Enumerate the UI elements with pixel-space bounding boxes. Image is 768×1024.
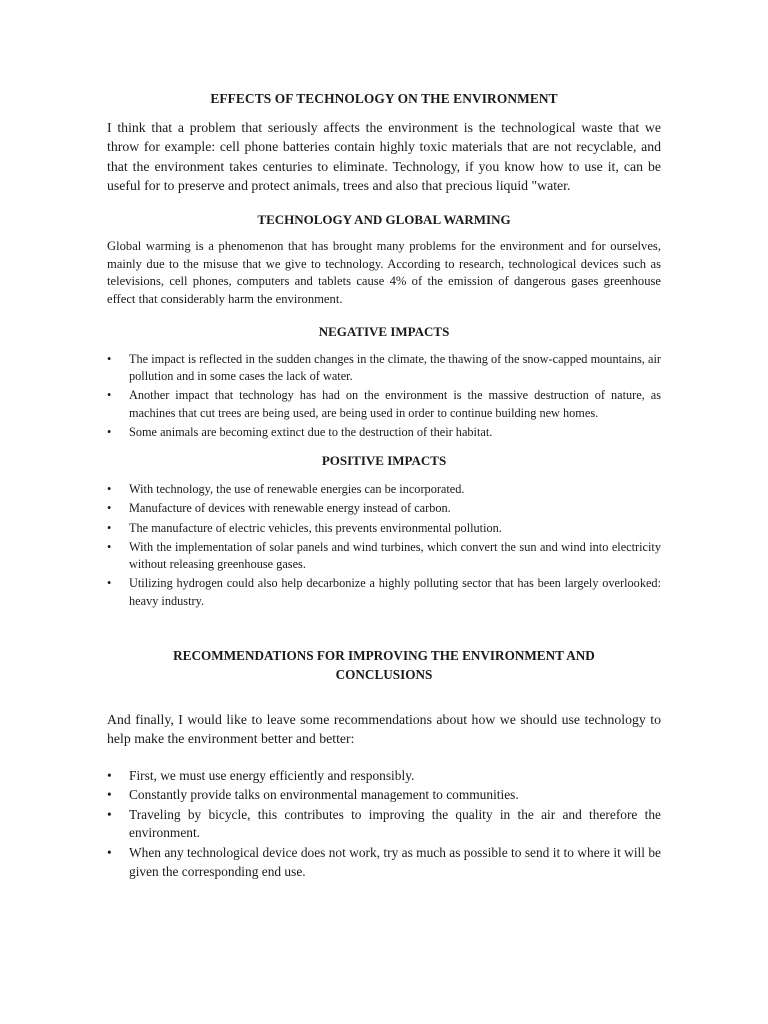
list-item [107, 387, 661, 422]
positive-impacts-heading: POSITIVE IMPACTS [321, 453, 447, 469]
document-page [107, 90, 661, 882]
document-title: EFFECTS OF TECHNOLOGY ON THE ENVIRONMENT [210, 91, 558, 106]
bullet-icon: • [107, 388, 112, 403]
list-item [107, 575, 661, 610]
list-item-text: Another impact that technology has had on the environment is the massive destruction of nature, as machines that cut trees are being used, are being used in order to continue building new homes. [129, 388, 661, 420]
list-item-text: With technology, the use of renewable energies can be incorporated. [129, 482, 465, 497]
negative-impacts-heading: NEGATIVE IMPACTS [318, 323, 450, 339]
list-item-text: First, we must use energy efficiently and responsibly. [129, 767, 415, 783]
bullet-icon: • [107, 482, 112, 497]
bullet-icon: • [107, 520, 112, 535]
list-item-text: Utilizing hydrogen could also help decarbonize a highly polluting sector that has been largely overlooked: heavy industry. [129, 576, 661, 608]
recommendations-list [107, 767, 661, 882]
bullet-icon: • [107, 501, 112, 516]
negative-impacts-list [107, 351, 661, 442]
list-item-text: Some animals are becoming extinct due to the destruction of their habitat. [129, 424, 493, 439]
list-item [107, 539, 661, 574]
recommendations-heading: RECOMMENDATIONS FOR IMPROVING THE ENVIRONMENT AND CONCLUSIONS [173, 648, 595, 682]
bullet-icon: • [107, 787, 112, 803]
list-item [107, 481, 661, 498]
bullet-icon: • [107, 806, 112, 822]
list-item-text: The impact is reflected in the sudden changes in the climate, the thawing of the snow-capped mountains, air pollution and in some cases the lack of water. [129, 351, 661, 383]
global-warming-heading: TECHNOLOGY AND GLOBAL WARMING [257, 212, 511, 228]
list-item [107, 351, 661, 386]
bullet-icon: • [107, 539, 112, 554]
list-item [107, 520, 661, 537]
list-item [107, 844, 661, 881]
bullet-icon: • [107, 576, 112, 591]
positive-impacts-list [107, 481, 661, 610]
list-item [107, 424, 661, 441]
bullet-icon: • [107, 845, 112, 860]
intro-paragraph: I think that a problem that seriously affects the environment is the technological waste that we throw for example: cell phone batteries contain highly toxic materials that are not recyclable, and that the environment takes centuries to eliminate. Technology, if you know how to use it, can be useful for to preserve and protect animals, trees and also that precious liquid "water. [107, 120, 661, 193]
bullet-icon: • [107, 767, 112, 783]
list-item-text: Constantly provide talks on environmental management to communities. [129, 787, 519, 803]
recommendations-intro: And finally, I would like to leave some recommendations about how we should use technology to help make the environment better and better: [107, 712, 661, 747]
list-item-text: When any technological device does not work, try as much as possible to send it to where it will be given the corresponding end use. [129, 845, 661, 879]
list-item-text: Traveling by bicycle, this contributes to improving the quality in the air and therefore the environment. [129, 806, 661, 841]
list-item [107, 767, 661, 786]
list-item [107, 786, 661, 805]
list-item-text: The manufacture of electric vehicles, this prevents environmental pollution. [129, 520, 502, 535]
bullet-icon: • [107, 424, 112, 439]
bullet-icon: • [107, 351, 112, 366]
list-item [107, 500, 661, 517]
list-item-text: Manufacture of devices with renewable energy instead of carbon. [129, 501, 451, 516]
list-item-text: With the implementation of solar panels and wind turbines, which convert the sun and wind into electricity without releasing greenhouse gases. [129, 539, 661, 572]
global-warming-paragraph: Global warming is a phenomenon that has brought many problems for the environment and for ourselves, mainly due to the misuse that we give to technology. According to research, technological devices such as televisions, cell phones, computers and tablets cause 4% of the emission of dangerous gases greenhouse effect that considerably harm the environment. [107, 239, 661, 306]
list-item [107, 806, 661, 843]
